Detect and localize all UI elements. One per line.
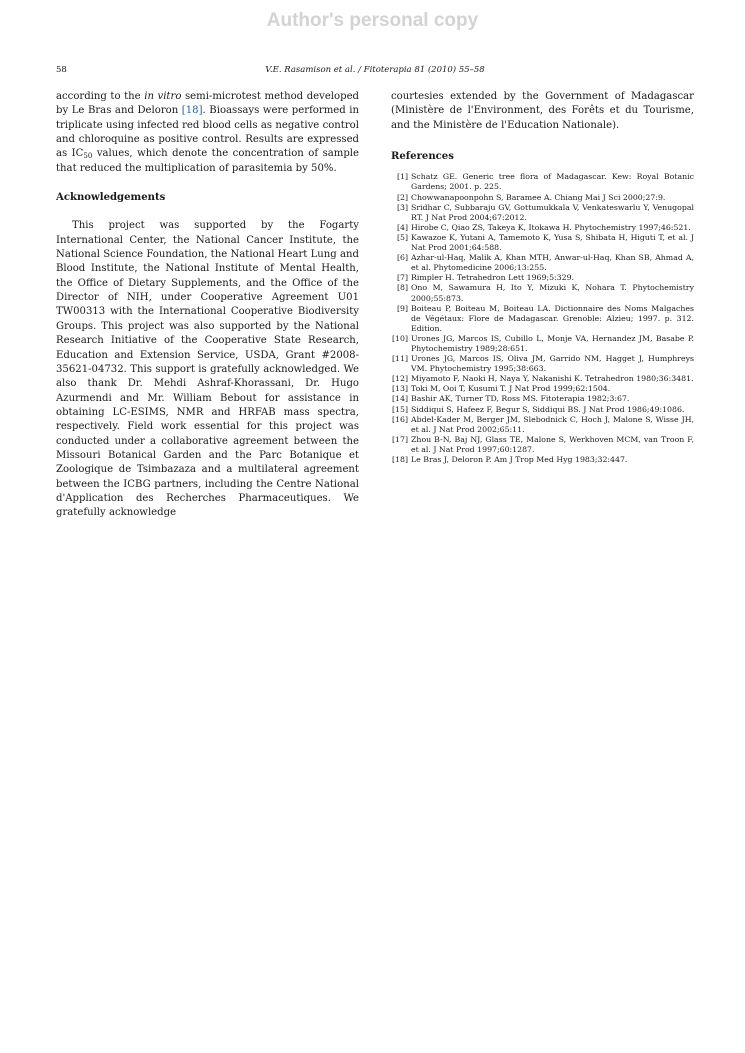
left-column (56, 90, 359, 521)
reference-number: [17] (391, 434, 408, 444)
reference-number: [18] (391, 455, 408, 464)
reference-number: [15] (391, 404, 408, 414)
reference-number: [6] (396, 253, 408, 263)
reference-number: [11] (391, 354, 408, 364)
reference-text: Ono M, Sawamura H, Ito Y, Mizuki K, Nohara T. Phytochemistry 2000;55:873. (411, 283, 694, 303)
reference-item (391, 384, 694, 394)
reference-text: Azhar-ul-Haq, Malik A, Khan MTH, Anwar-ul-Haq, Khan SB, Ahmad A, et al. Phytomedicine 2006;13:255. (411, 253, 694, 273)
reference-item (391, 273, 694, 283)
reference-text: Bashir AK, Turner TD, Ross MS. Fitoterapia 1982;3:67. (411, 394, 630, 404)
reference-text: Miyamoto F, Naoki H, Naya Y, Nakanishi K. Tetrahedron 1980;36:3481. (411, 374, 694, 384)
references-heading: References (391, 151, 454, 163)
reference-text: Sridhar C, Subbaraju GV, Gottumukkala V, Venkateswarlu Y, Venugopal RT. J Nat Prod 2004;67:2012. (411, 202, 694, 222)
reference-text: Siddiqui S, Hafeez F, Begur S, Siddiqui BS. J Nat Prod 1986;49:1086. (411, 404, 685, 414)
reference-number: [2] (396, 192, 408, 202)
reference-text: Chowwanapoonpohn S, Baramee A. Chiang Mai J Sci 2000;27:9. (411, 192, 666, 202)
reference-number: [12] (391, 374, 408, 384)
reference-item (391, 223, 694, 233)
page-number: 58 (56, 65, 67, 75)
journal-citation: V.E. Rasamison et al. / Fitoterapia 81 (2010) 55–58 (265, 65, 485, 75)
reference-item (391, 193, 694, 203)
acknowledgements-continued: courtesies extended by the Government of Madagascar (Ministère de l'Environment, des Forêts et du Tourisme, and the Ministère de l'Education Nationale). (391, 91, 694, 131)
reference-number: [16] (391, 414, 408, 424)
reference-number: [1] (396, 172, 408, 182)
reference-number: [3] (396, 202, 408, 212)
reference-text: Schatz GE. Generic tree flora of Madagascar. Kew: Royal Botanic Gardens; 2001. p. 225. (411, 172, 694, 192)
reference-text: Toki M, Ooi T, Kusumi T. J Nat Prod 1999;62:1504. (411, 384, 611, 394)
reference-text: Boiteau P, Boiteau M, Boiteau LA. Dictionnaire des Noms Malgaches de Végétaux: Flore de Madagascar. Grenoble: Alzieu; 1997. p. 312. Edition. (411, 303, 694, 333)
reference-number: [10] (391, 333, 408, 343)
reference-number: [8] (396, 283, 408, 293)
reference-text: Abdel-Kader M, Berger JM, Slebodnick C, Hoch J, Malone S, Wisse JH, et al. J Nat Prod 2002;65:11. (411, 414, 694, 434)
right-column (391, 90, 694, 465)
reference-item (391, 415, 694, 435)
watermark-text: Author's personal copy (266, 10, 479, 31)
reference-number: [14] (391, 394, 408, 404)
reference-number: [13] (391, 384, 408, 394)
reference-item (391, 455, 694, 465)
reference-item (391, 334, 694, 354)
reference-item (391, 283, 694, 303)
reference-number: [7] (396, 273, 408, 283)
running-head (56, 65, 694, 75)
reference-item (391, 435, 694, 455)
acknowledgements-paragraph: This project was supported by the Fogarty International Center, the National Cancer Institute, the National Science Foundation, the National Heart Lung and Blood Institute, the National Institute of Mental Health, the Office of Dietary Supplements, and the Office of the Director of NIH, under Cooperative Agreement U01 TW00313 with the International Cooperative Biodiversity Groups. This project was also supported by the National Research Initiative of the Cooperative State Research, Education and Extension Service, USDA, Grant #2008-35621-04732. This support is gratefully acknowledged. We also thank Dr. Mehdi Ashraf-Khorassani, Dr. Hugo Azurmendi and Mr. William Bebout for assistance in obtaining LC-ESIMS, NMR and HRFAB mass spectra, respectively. Field work essential for this project was conducted under a collaborative agreement between the Missouri Botanical Garden and the Parc Botanique et Zoologique de Tsimbazaza and a multilateral agreement between the ICBG partners, including the Centre National d'Application des Recherches Pharmaceutiques. We gratefully acknowledge (56, 220, 359, 519)
reference-text: Zhou B-N, Baj NJ, Glass TE, Malone S, Werkhoven MCM, van Troon F, et al. J Nat Prod 1997;60:1287. (411, 434, 694, 454)
reference-item (391, 253, 694, 273)
reference-item (391, 405, 694, 415)
reference-number: [5] (396, 232, 408, 242)
reference-item (391, 233, 694, 253)
methods-paragraph: according to the in vitro semi-microtest method developed by Le Bras and Deloron [18]. Bioassays were performed in triplicate using infected red blood cells as negative control and chloroquine as positive control. Results are expressed as $IC_{50}$ values, which denote the concentration of sample that reduced the multiplication of parasitemia by 50%. (56, 91, 360, 174)
acknowledgements-heading: Acknowledgements (56, 192, 166, 204)
reference-number: [9] (396, 303, 408, 313)
reference-text: Kawazoe K, Yutani A, Tamemoto K, Yusa S, Shibata H, Higuti T, et al. J Nat Prod 2001;64:588. (411, 232, 694, 253)
reference-number: [4] (396, 222, 408, 232)
references-list (391, 172, 694, 465)
reference-item (391, 172, 694, 192)
reference-item (391, 304, 694, 334)
reference-item (391, 394, 694, 404)
reference-item (391, 374, 694, 384)
reference-text: Urones JG, Marcos IS, Cubillo L, Monje VA, Hernandez JM, Basabe P. Phytochemistry 1989;28:651. (411, 333, 694, 353)
reference-text: Urones JG, Marcos IS, Oliva JM, Garrido NM, Hagget J, Humphreys VM. Phytochemistry 1995;38:663. (411, 354, 694, 374)
reference-item (391, 354, 694, 374)
reference-text: Rimpler H. Tetrahedron Lett 1969;5:329. (411, 273, 575, 283)
reference-text: Le Bras J, Deloron P. Am J Trop Med Hyg 1983;32:447. (411, 455, 628, 464)
reference-text: Hirobe C, Qiao ZS, Takeya K, Itokawa H. Phytochemistry 1997;46:521. (411, 222, 691, 232)
reference-item (391, 203, 694, 223)
ref-link-18[interactable]: [18] (181, 105, 203, 117)
